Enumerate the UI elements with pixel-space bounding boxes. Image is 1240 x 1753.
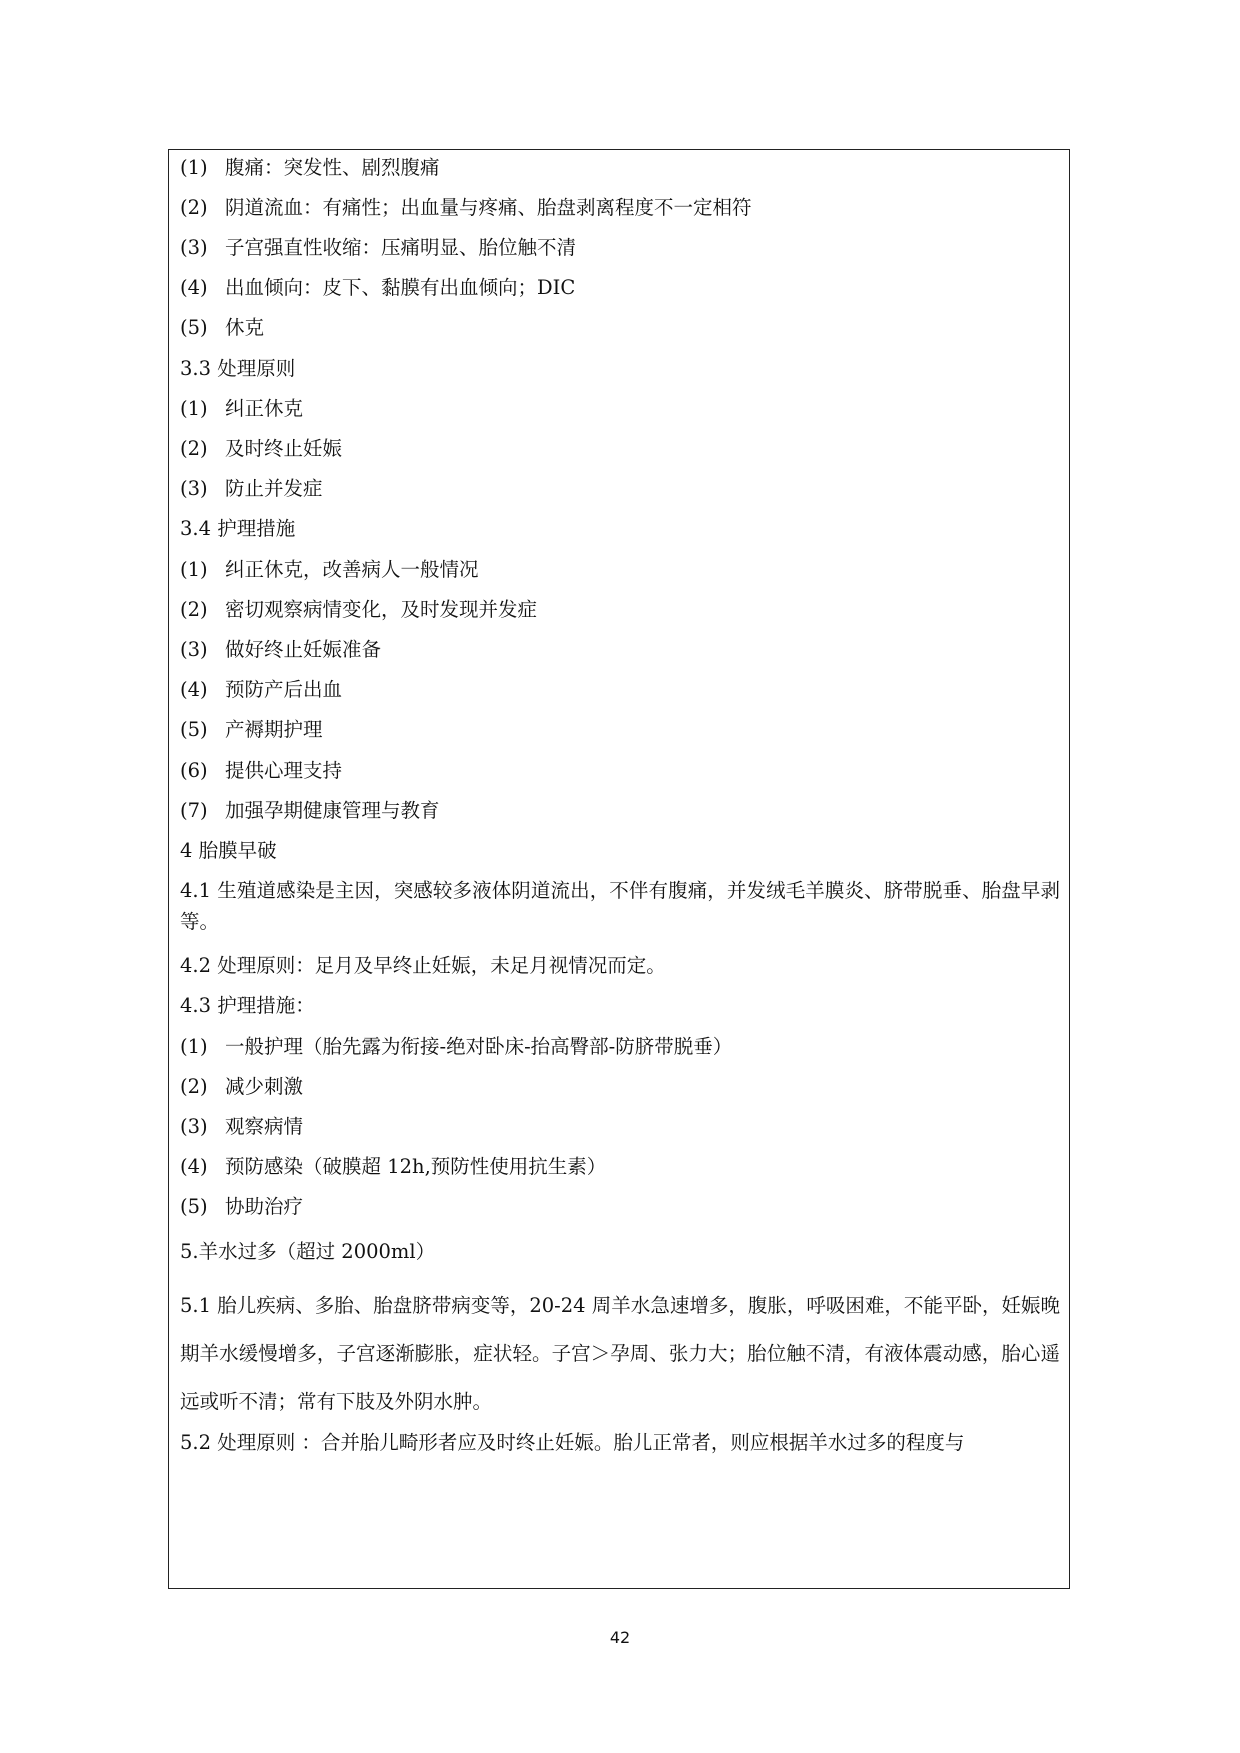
heading-text: 5.羊水过多（超过 2000ml） (180, 1240, 436, 1263)
item-text: 一般护理（胎先露为衔接-绝对卧床-抬高臀部-防脐带脱垂） (225, 1035, 733, 1058)
item-text: 子宫强直性收缩：压痛明显、胎位触不清 (225, 236, 577, 259)
item-number: (3) (180, 638, 208, 661)
heading-text: 4.2 处理原则：足月及早终止妊娠，未足月视情况而定。 (180, 954, 666, 977)
section-heading (180, 513, 295, 541)
list-item (180, 634, 381, 662)
heading-text: 3.4 护理措施 (180, 517, 296, 540)
list-item (180, 192, 752, 220)
section-heading (180, 353, 295, 381)
item-text: 纠正休克，改善病人一般情况 (225, 558, 479, 581)
paragraph-4-1: 4.1 生殖道感染是主因，突感较多液体阴道流出，不伴有腹痛，并发绒毛羊膜炎、脐带脱垂、胎盘早剥等。 (180, 879, 1060, 933)
list-item (180, 473, 323, 501)
list-item (180, 795, 440, 823)
list-item (180, 433, 342, 461)
content-frame (168, 149, 1070, 1589)
item-number: (7) (180, 799, 208, 822)
item-text: 阴道流血：有痛性；出血量与疼痛、胎盘剥离程度不一定相符 (225, 196, 752, 219)
item-number: (4) (180, 1155, 208, 1178)
section-heading (180, 990, 315, 1018)
heading-text: 4 胎膜早破 (180, 839, 277, 862)
item-number: (5) (180, 1195, 208, 1218)
section-heading (180, 950, 666, 978)
section-heading (180, 1236, 435, 1264)
item-text: 防止并发症 (225, 477, 323, 500)
page-number: 42 (609, 1628, 631, 1647)
item-text: 观察病情 (225, 1115, 304, 1138)
item-text: 做好终止妊娠准备 (225, 638, 382, 661)
paragraph-5-1: 5.1 胎儿疾病、多胎、胎盘脐带病变等，20-24 周羊水急速增多，腹胀，呼吸困难，不能平卧，妊娠晚期羊水缓慢增多，子宫逐渐膨胀，症状轻。子宫＞孕周、张力大；胎位触不清，有液体震动感，胎心遥远或听不清；常有下肢及外阴水肿。 (180, 1294, 1060, 1413)
item-number: (1) (180, 156, 208, 179)
item-number: (6) (180, 759, 208, 782)
item-text: 纠正休克 (225, 397, 304, 420)
item-text: 密切观察病情变化，及时发现并发症 (225, 598, 538, 621)
list-item (180, 232, 576, 260)
item-text: 提供心理支持 (225, 759, 343, 782)
item-number: (1) (180, 558, 208, 581)
item-number: (1) (180, 1035, 208, 1058)
heading-text: 4.3 护理措施： (180, 994, 315, 1017)
list-item (180, 393, 303, 421)
item-text: 休克 (225, 316, 265, 339)
item-number: (4) (180, 678, 208, 701)
item-number: (2) (180, 437, 208, 460)
item-number: (5) (180, 718, 208, 741)
item-number: (2) (180, 1075, 208, 1098)
paragraph-5-2: 5.2 处理原则 ：合并胎儿畸形者应及时终止妊娠。胎儿正常者，则应根据羊水过多的程度与 (180, 1431, 965, 1454)
item-text: 协助治疗 (225, 1195, 304, 1218)
list-item (180, 1111, 303, 1139)
list-item (180, 674, 342, 702)
item-number: (4) (180, 276, 208, 299)
item-number: (5) (180, 316, 208, 339)
list-item (180, 755, 342, 783)
item-text: 及时终止妊娠 (225, 437, 343, 460)
item-number: (3) (180, 477, 208, 500)
list-item (180, 1071, 303, 1099)
item-text: 预防感染（破膜超 12h,预防性使用抗生素） (225, 1155, 607, 1178)
list-item (180, 272, 575, 300)
item-text: 减少刺激 (225, 1075, 304, 1098)
item-number: (3) (180, 1115, 208, 1138)
list-item (180, 152, 440, 180)
list-item (180, 312, 264, 340)
item-number: (2) (180, 598, 208, 621)
list-item (180, 1031, 732, 1059)
item-number: (3) (180, 236, 208, 259)
item-text: 加强孕期健康管理与教育 (225, 799, 440, 822)
list-item (180, 1151, 606, 1179)
list-item (180, 1191, 303, 1219)
item-text: 预防产后出血 (225, 678, 343, 701)
list-item (180, 714, 323, 742)
list-item (180, 594, 537, 622)
item-number: (1) (180, 397, 208, 420)
item-number: (2) (180, 196, 208, 219)
heading-text: 3.3 处理原则 (180, 357, 296, 380)
item-text: 腹痛：突发性、剧烈腹痛 (225, 156, 440, 179)
list-item (180, 554, 479, 582)
section-heading (180, 835, 277, 863)
item-text: 产褥期护理 (225, 718, 323, 741)
item-text: 出血倾向：皮下、黏膜有出血倾向；DIC (225, 276, 576, 299)
